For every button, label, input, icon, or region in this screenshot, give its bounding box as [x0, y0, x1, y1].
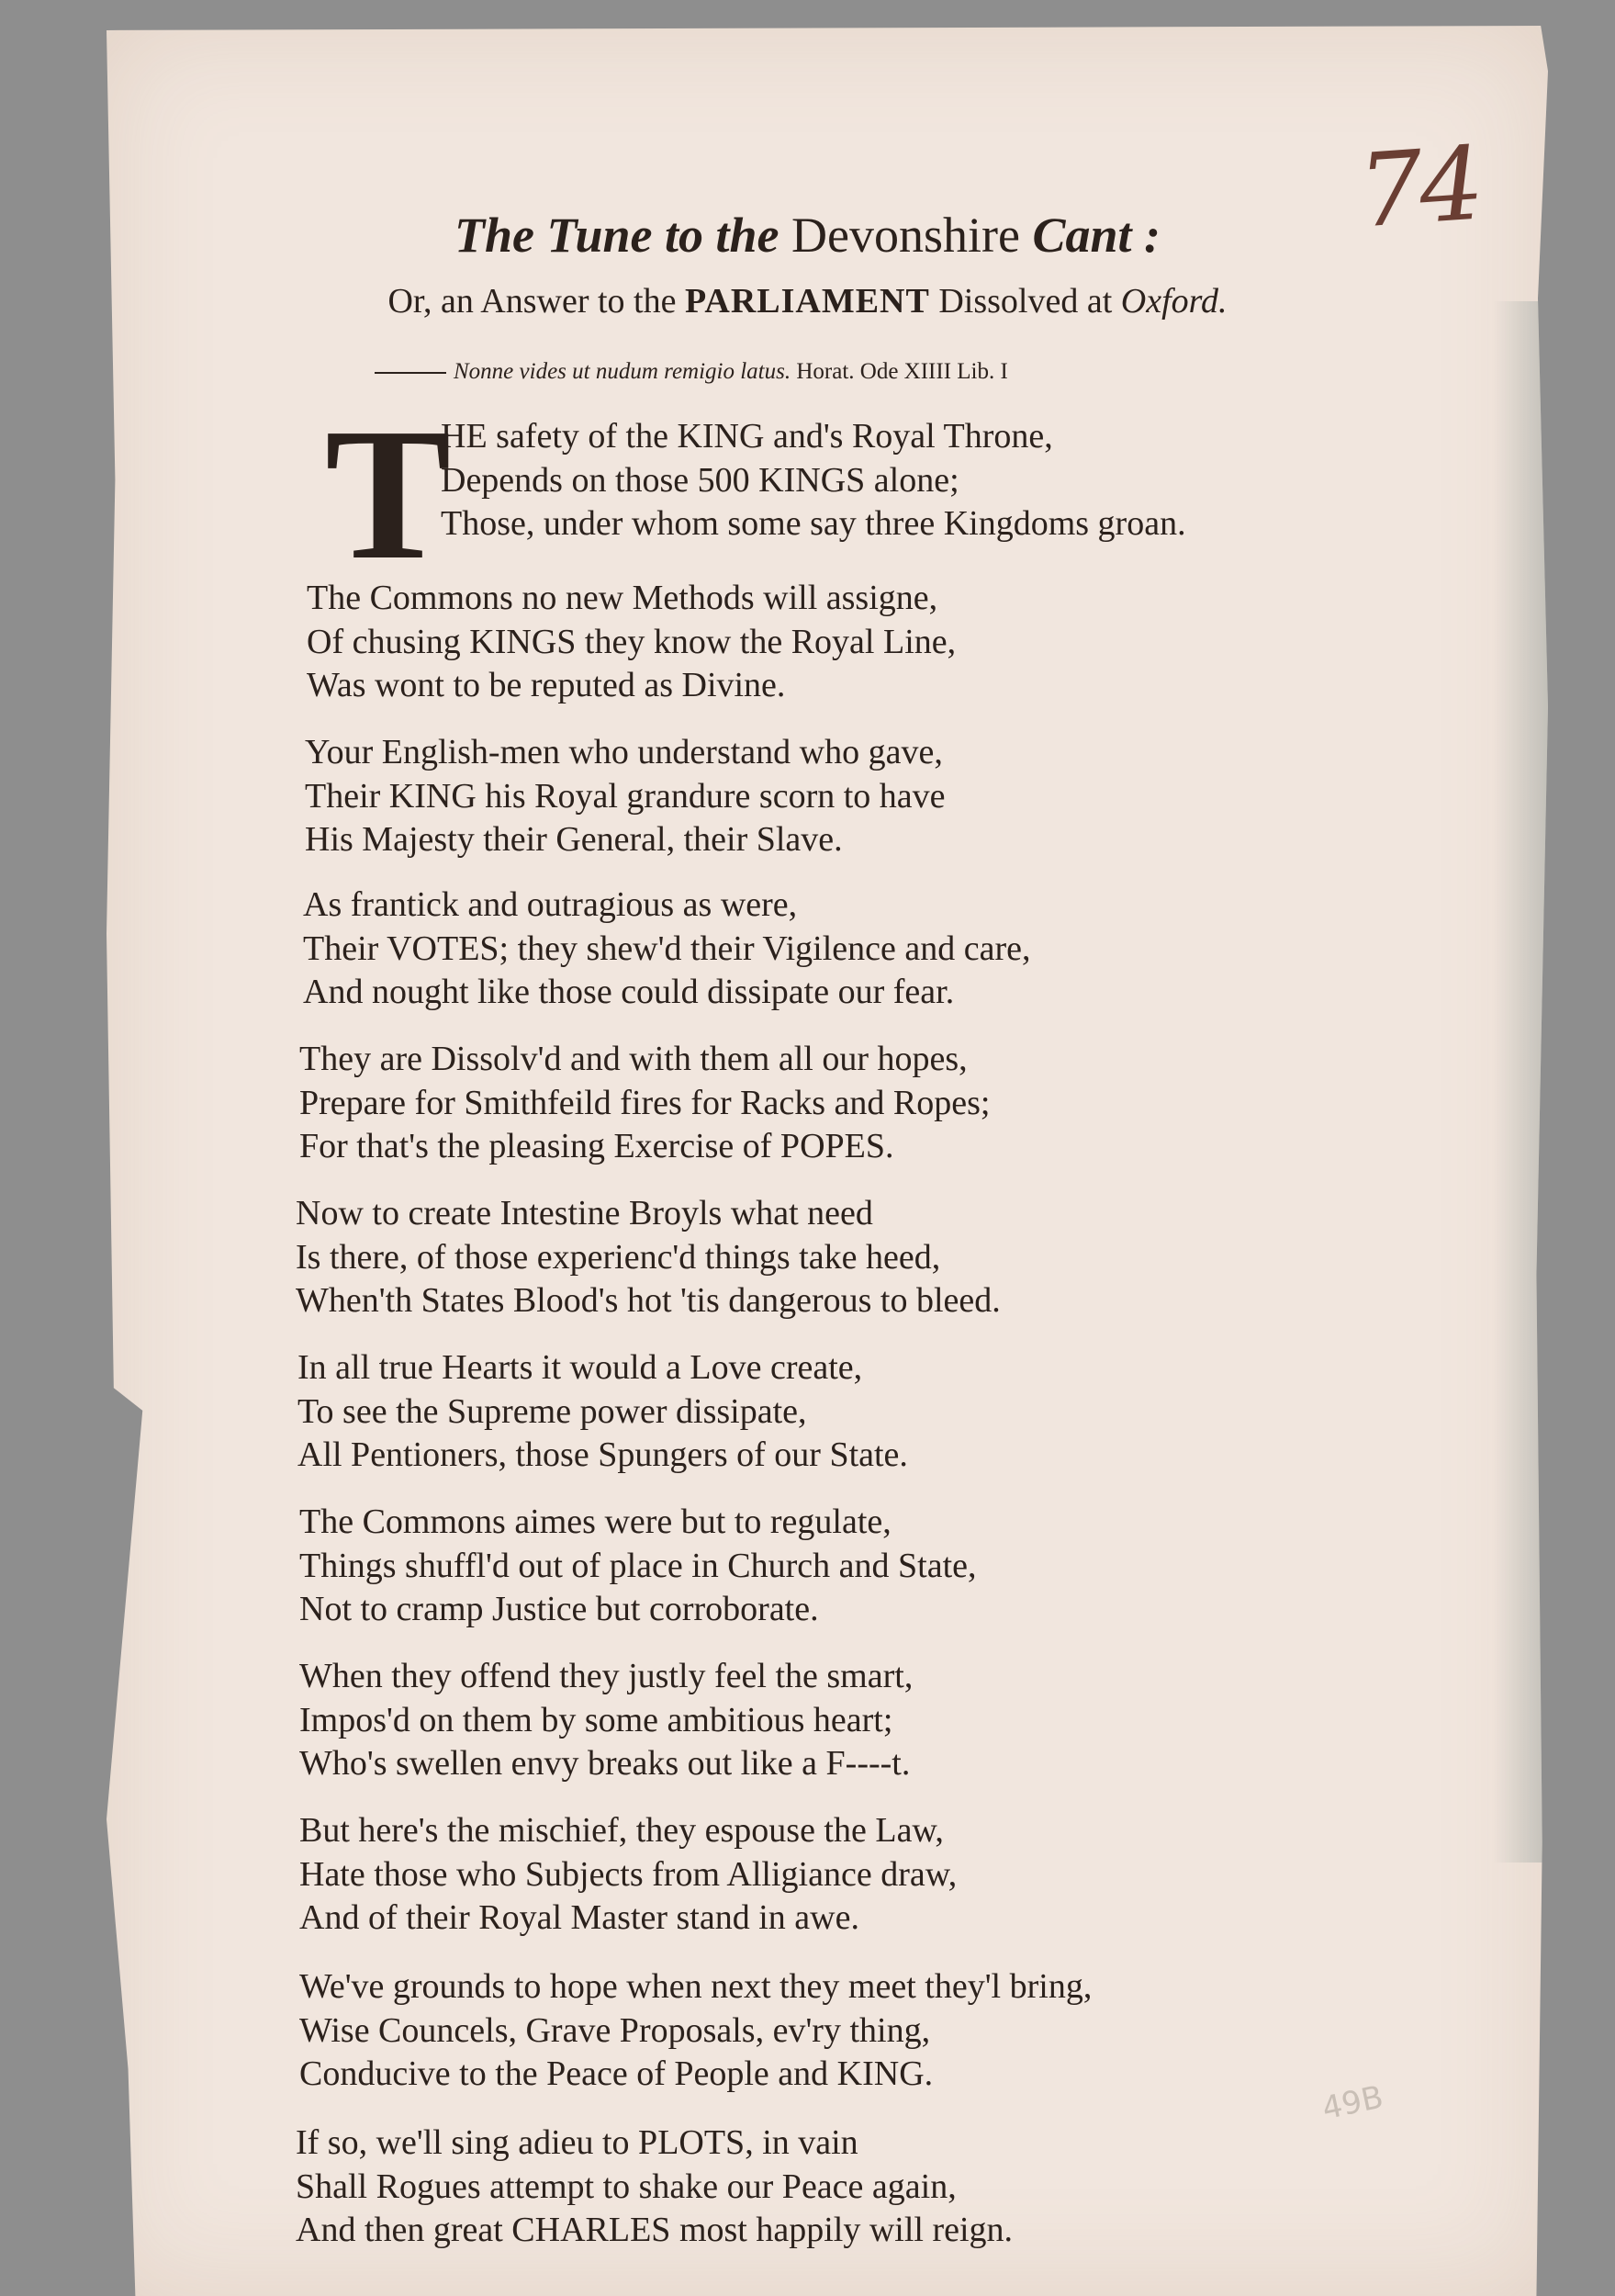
- stanza-7: [297, 1346, 908, 1478]
- verse-line: As frantick and outragious as were,: [303, 885, 798, 924]
- motto-latin: Nonne vides ut nudum remigio latus.: [454, 359, 791, 384]
- verse-line: Prepare for Smithfeild fires for Racks and Ropes;: [299, 1083, 991, 1122]
- drop-cap: T: [325, 388, 452, 599]
- title-part-2: Devonshire: [791, 208, 1020, 263]
- verse-line: Wise Councels, Grave Proposals, ev'ry thing,: [299, 2010, 931, 2050]
- verse-line: And of their Royal Master stand in awe.: [299, 1898, 859, 1937]
- stanza-2: [307, 577, 956, 708]
- verse-line: All Pentioners, those Spungers of our State.: [297, 1435, 908, 1474]
- subtitle-part-4: Oxford.: [1120, 282, 1228, 321]
- stanza-6: [296, 1192, 1001, 1323]
- verse-line: The Commons no new Methods will assigne,: [307, 579, 938, 617]
- verse-line: Who's swellen envy breaks out like a F----t.: [299, 1744, 911, 1783]
- subtitle-part-2: PARLIAMENT: [684, 282, 930, 321]
- stanza-10: [299, 1809, 957, 1941]
- verse-line: Was wont to be reputed as Divine.: [307, 666, 786, 704]
- subtitle-part-1: Or, an Answer to the: [387, 282, 685, 321]
- verse-line: Of chusing KINGS they know the Royal Line,: [307, 622, 957, 661]
- verse-line: But here's the mischief, they espouse the Law,: [299, 1811, 944, 1850]
- stanza-9: [299, 1655, 913, 1786]
- verse-line: Your English-men who understand who gave,: [305, 733, 943, 771]
- stanza-11: [299, 1965, 1092, 2097]
- verse-line: Shall Rogues attempt to shake our Peace again,: [296, 2167, 957, 2206]
- pencil-annotation: 49B: [1318, 2078, 1387, 2128]
- verse-line: They are Dissolv'd and with them all our hopes,: [299, 1040, 968, 1078]
- document-title: [0, 208, 1615, 263]
- handwritten-page-number: 74: [1354, 124, 1485, 251]
- edge-stain: [1493, 301, 1548, 1863]
- verse-line: Now to create Intestine Broyls what need: [296, 1194, 873, 1232]
- stanza-3: [305, 731, 946, 862]
- verse-line: Depends on those 500 KINGS alone;: [441, 460, 959, 500]
- verse-line: Things shuffl'd out of place in Church and State,: [299, 1546, 977, 1585]
- verse-line: For that's the pleasing Exercise of POPES.: [299, 1127, 894, 1165]
- verse-line: We've grounds to hope when next they meet they'l bring,: [299, 1967, 1093, 2006]
- verse-line: Not to cramp Justice but corroborate.: [299, 1590, 819, 1628]
- verse-line: In all true Hearts it would a Love create,: [297, 1348, 863, 1387]
- verse-line: Conducive to the Peace of People and KING.: [299, 2054, 934, 2093]
- verse-line: When they offend they justly feel the smart,: [299, 1657, 914, 1695]
- stanza-12: [296, 2122, 1013, 2253]
- verse-line: And nought like those could dissipate our fear.: [303, 973, 955, 1011]
- subtitle-part-3: Dissolved at: [929, 282, 1121, 321]
- latin-motto: [375, 358, 1008, 386]
- document-subtitle: [0, 281, 1615, 321]
- stanza-5: [299, 1038, 990, 1169]
- verse-line: Impos'd on them by some ambitious heart;: [299, 1700, 893, 1739]
- title-part-3: Cant :: [1019, 208, 1161, 263]
- verse-line: His Majesty their General, their Slave.: [305, 820, 843, 859]
- verse-line: Those, under whom some say three Kingdoms groan.: [441, 504, 1186, 543]
- verse-line: And then great CHARLES most happily will reign.: [296, 2211, 1014, 2249]
- stanza-1: [441, 415, 1186, 546]
- motto-source: Horat. Ode XIIII Lib. I: [791, 359, 1008, 384]
- verse-line: Their VOTES; they shew'd their Vigilence and care,: [303, 929, 1031, 968]
- verse-line: To see the Supreme power dissipate,: [297, 1391, 807, 1431]
- verse-line: Their KING his Royal grandure scorn to have: [305, 776, 946, 816]
- stanza-8: [299, 1501, 977, 1632]
- title-part-1: The Tune to the: [454, 208, 792, 263]
- verse-line: If so, we'll sing adieu to PLOTS, in vain: [296, 2123, 858, 2162]
- verse-line: Hate those who Subjects from Alligiance draw,: [299, 1854, 958, 1894]
- verse-line: Is there, of those experienc'd things take heed,: [296, 1237, 941, 1277]
- verse-line: When'th States Blood's hot 'tis dangerous to bleed.: [296, 1281, 1001, 1320]
- stanza-4: [303, 884, 1030, 1015]
- motto-dash: [375, 372, 446, 374]
- verse-line: The Commons aimes were but to regulate,: [299, 1503, 892, 1541]
- verse-line: HE safety of the KING and's Royal Throne,: [441, 417, 1053, 456]
